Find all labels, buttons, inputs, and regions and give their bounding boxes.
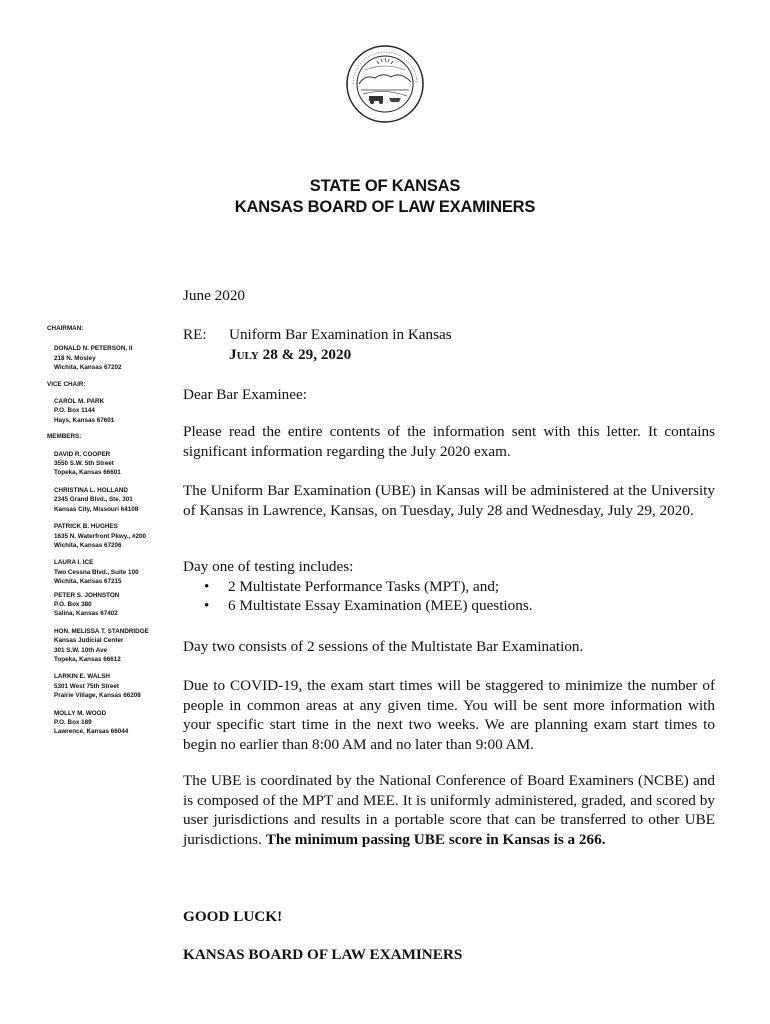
chairman-block — [54, 344, 172, 372]
paragraph-day-two: Day two consists of 2 sessions of the Multistate Bar Examination. — [183, 638, 584, 655]
header-board: KANSAS BOARD OF LAW EXAMINERS — [234, 198, 536, 216]
paragraph-administration: The Uniform Bar Examination (UBE) in Kansas will be administered at the University of Kansas in Lawrence, Kansas, on Tuesday, July 28 and Wednesday, July 29, 2020. — [183, 482, 715, 519]
member-address: 2345 Grand Blvd., Ste. 301 — [54, 496, 133, 504]
member-block — [54, 522, 172, 550]
member-name: PETER S. JOHNSTON — [54, 591, 120, 599]
chairman-name: DONALD N. PETERSON, II — [54, 345, 133, 353]
header-state: STATE OF KANSAS — [309, 177, 461, 195]
member-block — [54, 591, 172, 619]
day-one-list — [183, 577, 715, 616]
letter-date: June 2020 — [183, 287, 246, 304]
vice-chair-block — [54, 397, 172, 425]
list-item: • 6 Multistate Essay Examination (MEE) questions. — [183, 596, 715, 616]
list-item: • 2 Multistate Performance Tasks (MPT), and; — [183, 577, 715, 597]
vice-chair-name: CAROL M. PARK — [54, 398, 105, 406]
member-block — [54, 672, 172, 700]
member-name: PATRICK B. HUGHES — [54, 523, 118, 531]
signature: KANSAS BOARD OF LAW EXAMINERS — [183, 946, 463, 963]
chairman-label: CHAIRMAN: — [47, 325, 84, 332]
member-name: HON. MELISSA T. STANDRIDGE — [54, 627, 149, 635]
member-city: Kansas City, Missouri 64108 — [54, 505, 139, 513]
member-city: Wichita, Kansas 67215 — [54, 578, 122, 586]
members-label: MEMBERS: — [47, 433, 82, 441]
day-one-intro: Day one of testing includes: — [183, 558, 354, 575]
member-name: LAURA I. ICE — [54, 559, 94, 567]
member-city: Salina, Kansas 67402 — [54, 610, 118, 618]
member-address: Two Cessna Blvd., Suite 100 — [54, 568, 139, 576]
member-name: LARKIN E. WALSH — [54, 673, 110, 681]
vice-chair-label: VICE CHAIR: — [47, 380, 86, 388]
member-address: P.O. Box 380 — [54, 600, 92, 608]
member-city: Topeka, Kansas 66612 — [54, 655, 121, 663]
member-block — [54, 709, 172, 737]
member-address: 3550 S.W. 5th Street — [54, 460, 114, 468]
re-label: RE: — [183, 326, 207, 343]
ube-text: The UBE is coordinated by the National Conference of Board Examiners (NCBE) and is composed of the MPT and MEE. It is uniformly administered, graded, and scored by user jurisdictions and results in a portable score that can be transferred to other UBE jurisdictions. — [183, 772, 715, 848]
vice-chair-address: P.O. Box 1144 — [54, 407, 95, 415]
paragraph-intro: Please read the entire contents of the information sent with this letter. It contains significant information regarding the July 2020 exam. — [183, 423, 715, 460]
member-block — [54, 450, 172, 478]
member-city: Wichita, Kansas 67206 — [54, 541, 122, 549]
closing: GOOD LUCK! — [183, 908, 283, 925]
member-address: 1635 N. Waterfront Pkwy., #200 — [54, 532, 147, 540]
re-line — [183, 325, 715, 364]
member-address-2: 301 S.W. 10th Ave — [54, 646, 108, 654]
member-address: P.O. Box 189 — [54, 719, 92, 726]
chairman-address: 218 N. Mosley — [54, 354, 96, 362]
paragraph-ube — [183, 771, 715, 849]
member-city: Prairie Village, Kansas 66208 — [54, 692, 141, 700]
re-dates: July 28 & 29, 2020 — [229, 345, 352, 363]
member-city: Lawrence, Kansas 66044 — [54, 728, 129, 736]
member-name: MOLLY M. WOOD — [54, 709, 107, 717]
paragraph-covid: Due to COVID-19, the exam start times will be staggered to minimize the number of people in common areas at any given time. You will be sent more information with your specific start time in the next two weeks. We are planning exam start times to begin no earlier than 8:00 AM and no later than 9:00 AM. — [183, 677, 715, 753]
salutation: Dear Bar Examinee: — [183, 386, 307, 403]
member-address: 5301 West 75th Street — [54, 682, 119, 690]
member-address: Kansas Judicial Center — [54, 637, 124, 645]
vice-chair-city: Hays, Kansas 67601 — [54, 416, 115, 424]
member-block — [54, 627, 172, 665]
re-subject: Uniform Bar Examination in Kansas — [229, 326, 452, 343]
board-member-sidebar — [47, 324, 172, 737]
member-city: Topeka, Kansas 66601 — [54, 469, 121, 477]
day-one-section — [183, 557, 715, 616]
member-block — [54, 486, 172, 514]
member-name: CHRISTINA L. HOLLAND — [54, 486, 128, 494]
member-name: DAVID R. COOPER — [54, 450, 111, 458]
member-block — [54, 558, 172, 586]
chairman-city: Wichita, Kansas 67202 — [54, 364, 122, 372]
state-seal-icon — [345, 44, 425, 124]
ube-passing-score: The minimum passing UBE score in Kansas is a 266. — [265, 830, 606, 848]
